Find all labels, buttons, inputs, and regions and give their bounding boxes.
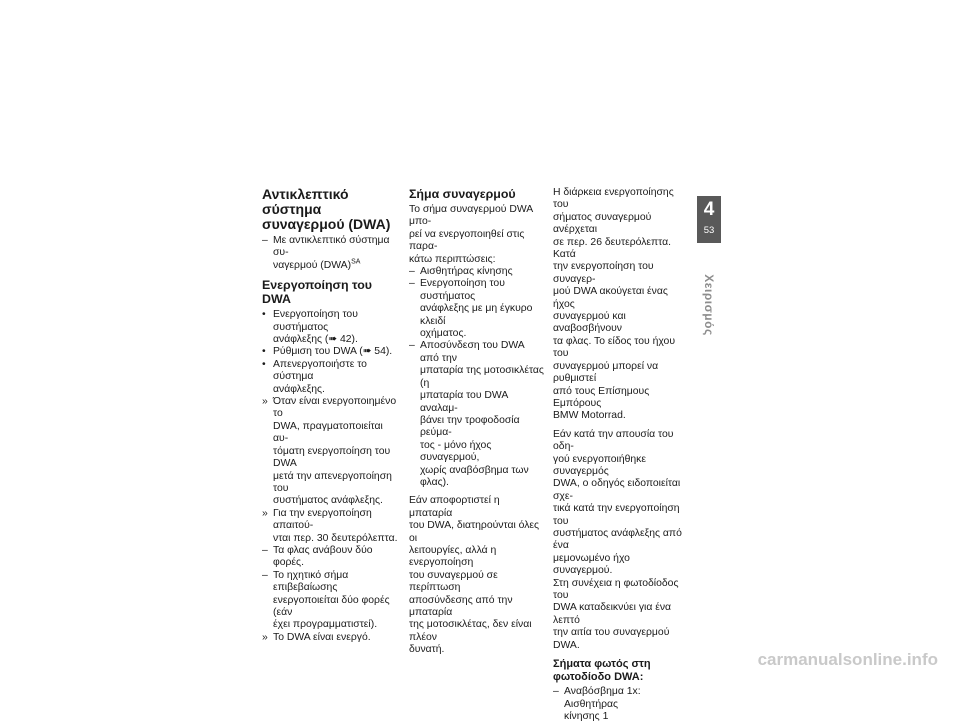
text-line: τα φλας. Το είδος του ήχου του	[553, 335, 676, 360]
list-item	[262, 632, 400, 644]
list-item-text: συστήματος ανάφλεξης.	[273, 495, 383, 507]
subheading-activation: Ενεργοποίηση του DWA	[262, 278, 372, 307]
list-item	[262, 508, 400, 545]
list-item	[409, 266, 545, 278]
list-item-text: Τα φλας ανάβουν δύο φορές.	[273, 544, 373, 569]
text-line: σε περ. 26 δευτερόλεπτα. Κατά	[553, 236, 672, 261]
list-item-text: ενεργοποιείται δύο φορές (εάν	[273, 594, 390, 618]
column-3	[553, 187, 691, 723]
text-line: από τους Επίσημους Εμπόρους	[553, 385, 650, 409]
list-item	[409, 340, 545, 489]
text-line: λειτουργίες, αλλά η ενεργοποίηση	[409, 544, 497, 569]
list-item	[262, 359, 400, 396]
list-item-text: μπαταρία της μοτοσικλέτας (η	[420, 365, 544, 389]
list-item-text: οχήματος.	[420, 328, 467, 340]
text-line: την ενεργοποίηση του συναγερ-	[553, 261, 654, 285]
list-item	[262, 396, 400, 508]
text-line: Στη συνέχεια η φωτοδίοδος του	[553, 577, 679, 601]
text-line: DWA, ο οδηγός ειδοποιείται σχε-	[553, 478, 681, 502]
list-item-text: μπαταρία του DWA αναλαμ-	[420, 390, 508, 414]
intro-item: – Με αντικλεπτικό σύστημα συ- ναγερμού (DWA)$^{SA}$	[262, 235, 390, 271]
text-line: Η διάρκεια ενεργοποίησης του	[553, 187, 674, 211]
list-marker: –	[553, 686, 559, 698]
text-line: Εάν αποφορτιστεί η μπαταρία	[409, 495, 500, 519]
list-item	[553, 686, 691, 723]
list-marker: »	[262, 631, 268, 643]
list-item-text: Το ηχητικό σήμα επιβεβαίωσης	[273, 569, 349, 594]
text-line: του συναγερμού σε περίπτωση	[409, 569, 498, 594]
text-line: συστήματος ανάφλεξης από ένα	[553, 527, 682, 552]
text-line: συναγερμού και αναβοσβήνουν	[553, 311, 626, 335]
led-signal-list	[553, 686, 691, 723]
list-item	[262, 309, 400, 346]
list-marker: –	[409, 266, 415, 278]
list-item	[409, 278, 545, 340]
alarm-trigger-list	[409, 266, 545, 489]
list-marker: –	[262, 544, 268, 556]
text-line: την αιτία του συναγερμού DWA.	[553, 627, 670, 651]
text-line: γού ενεργοποιήθηκε συναγερμός	[553, 453, 647, 477]
text-line: δυνατή.	[409, 644, 445, 656]
list-item-text: Αποσύνδεση του DWA από την	[420, 340, 525, 364]
list-item-text: Ενεργοποίηση του συστήματος	[420, 278, 505, 302]
list-item-text: Το DWA είναι ενεργό.	[273, 631, 371, 643]
text-line: Το σήμα συναγερμού DWA μπο-	[409, 204, 533, 228]
text-line: αποσύνδεσης από την μπαταρία	[409, 594, 513, 618]
list-item-text: Αισθητήρας κίνησης	[420, 266, 513, 278]
page-number: 53	[703, 225, 715, 236]
text-line: BMW Motorrad.	[553, 410, 626, 422]
list-item-text: Όταν είναι ενεργοποιημένο το	[273, 396, 397, 420]
list-item-text: μετά την απενεργοποίηση του	[273, 470, 392, 494]
activation-list	[262, 309, 400, 644]
list-marker: »	[262, 396, 268, 408]
list-marker: –	[409, 340, 415, 352]
text-line: συναγερμού μπορεί να ρυθμιστεί	[553, 360, 659, 385]
text-line: της μοτοσικλέτας, δεν είναι πλέον	[409, 619, 532, 643]
list-item-text: χωρίς αναβόσβημα των φλας).	[420, 464, 529, 488]
list-item-text: Για την ενεργοποίηση απαιτού-	[273, 507, 372, 532]
text-line: τικά κατά την ενεργοποίηση του	[553, 503, 680, 527]
column-1	[262, 187, 400, 644]
text-line: DWA καταδεικνύει για ένα λεπτό	[553, 602, 672, 626]
list-marker: »	[262, 507, 268, 519]
text-line: μού DWA ακούγεται ένας ήχος	[553, 286, 668, 310]
column-2	[409, 187, 545, 657]
list-item-text: ανάφλεξης (➠ 42).	[273, 334, 358, 346]
absence-alarm-paragraph	[553, 429, 691, 652]
list-item-text: Ενεργοποίηση του συστήματος	[273, 309, 358, 333]
list-item-text: τόματη ενεργοποίηση του DWA	[273, 445, 391, 470]
alarm-intro	[409, 204, 545, 266]
list-item	[262, 346, 400, 358]
list-item-text: Ρύθμιση του DWA (➠ 54).	[273, 346, 393, 358]
list-item-text: Αναβόσβημα 1x: Αισθητήρας	[564, 686, 641, 710]
sa-superscript: SA	[351, 258, 361, 266]
list-marker: –	[262, 569, 268, 581]
list-item-text: βάνει την τροφοδοσία ρεύμα-	[420, 414, 520, 439]
text-line: του DWA, διατηρούνται όλες οι	[409, 520, 540, 544]
text-line: κάτω περιπτώσεις:	[409, 253, 496, 265]
battery-paragraph	[409, 495, 545, 656]
text-line: μεμονωμένο ήχο συναγερμού.	[553, 552, 630, 577]
list-item-text: DWA, πραγματοποιείται αυ-	[273, 420, 383, 445]
text-line: ρεί να ενεργοποιηθεί στις παρα-	[409, 228, 525, 253]
list-marker: •	[262, 309, 266, 321]
chapter-number: 4	[703, 199, 715, 220]
subheading-led-signals: Σήματα φωτός στη φωτοδίοδο DWA:	[553, 658, 651, 683]
list-marker: –	[409, 278, 415, 290]
list-item-text: ανάφλεξης με μη έγκυρο κλειδί	[420, 303, 533, 327]
watermark: carmanualsonline.info	[757, 650, 938, 669]
list-item	[262, 570, 400, 632]
chapter-tab	[697, 196, 721, 243]
alarm-duration-paragraph	[553, 187, 691, 423]
list-item-text: Απενεργοποιήστε το σύστημα	[273, 358, 367, 383]
text-line: Εάν κατά την απουσία του οδη-	[553, 428, 674, 453]
list-item-text: ανάφλεξης.	[273, 383, 325, 395]
list-item	[262, 545, 400, 570]
list-marker: •	[262, 358, 266, 370]
section-heading-anti-theft: Αντικλεπτικό σύστημα συναγερμού (DWA)	[262, 186, 391, 232]
list-item-text: κίνησης 1	[564, 711, 609, 723]
list-item-text: τος - μόνο ήχος συναγερμού,	[420, 439, 492, 464]
list-item-text: νται περ. 30 δευτερόλεπτα.	[273, 532, 398, 544]
text-line: σήματος συναγερμού ανέρχεται	[553, 211, 652, 236]
list-item-text: έχει προγραμματιστεί).	[273, 619, 378, 631]
section-heading-alarm-signal: Σήμα συναγερμού	[409, 187, 516, 201]
list-marker: •	[262, 346, 266, 358]
